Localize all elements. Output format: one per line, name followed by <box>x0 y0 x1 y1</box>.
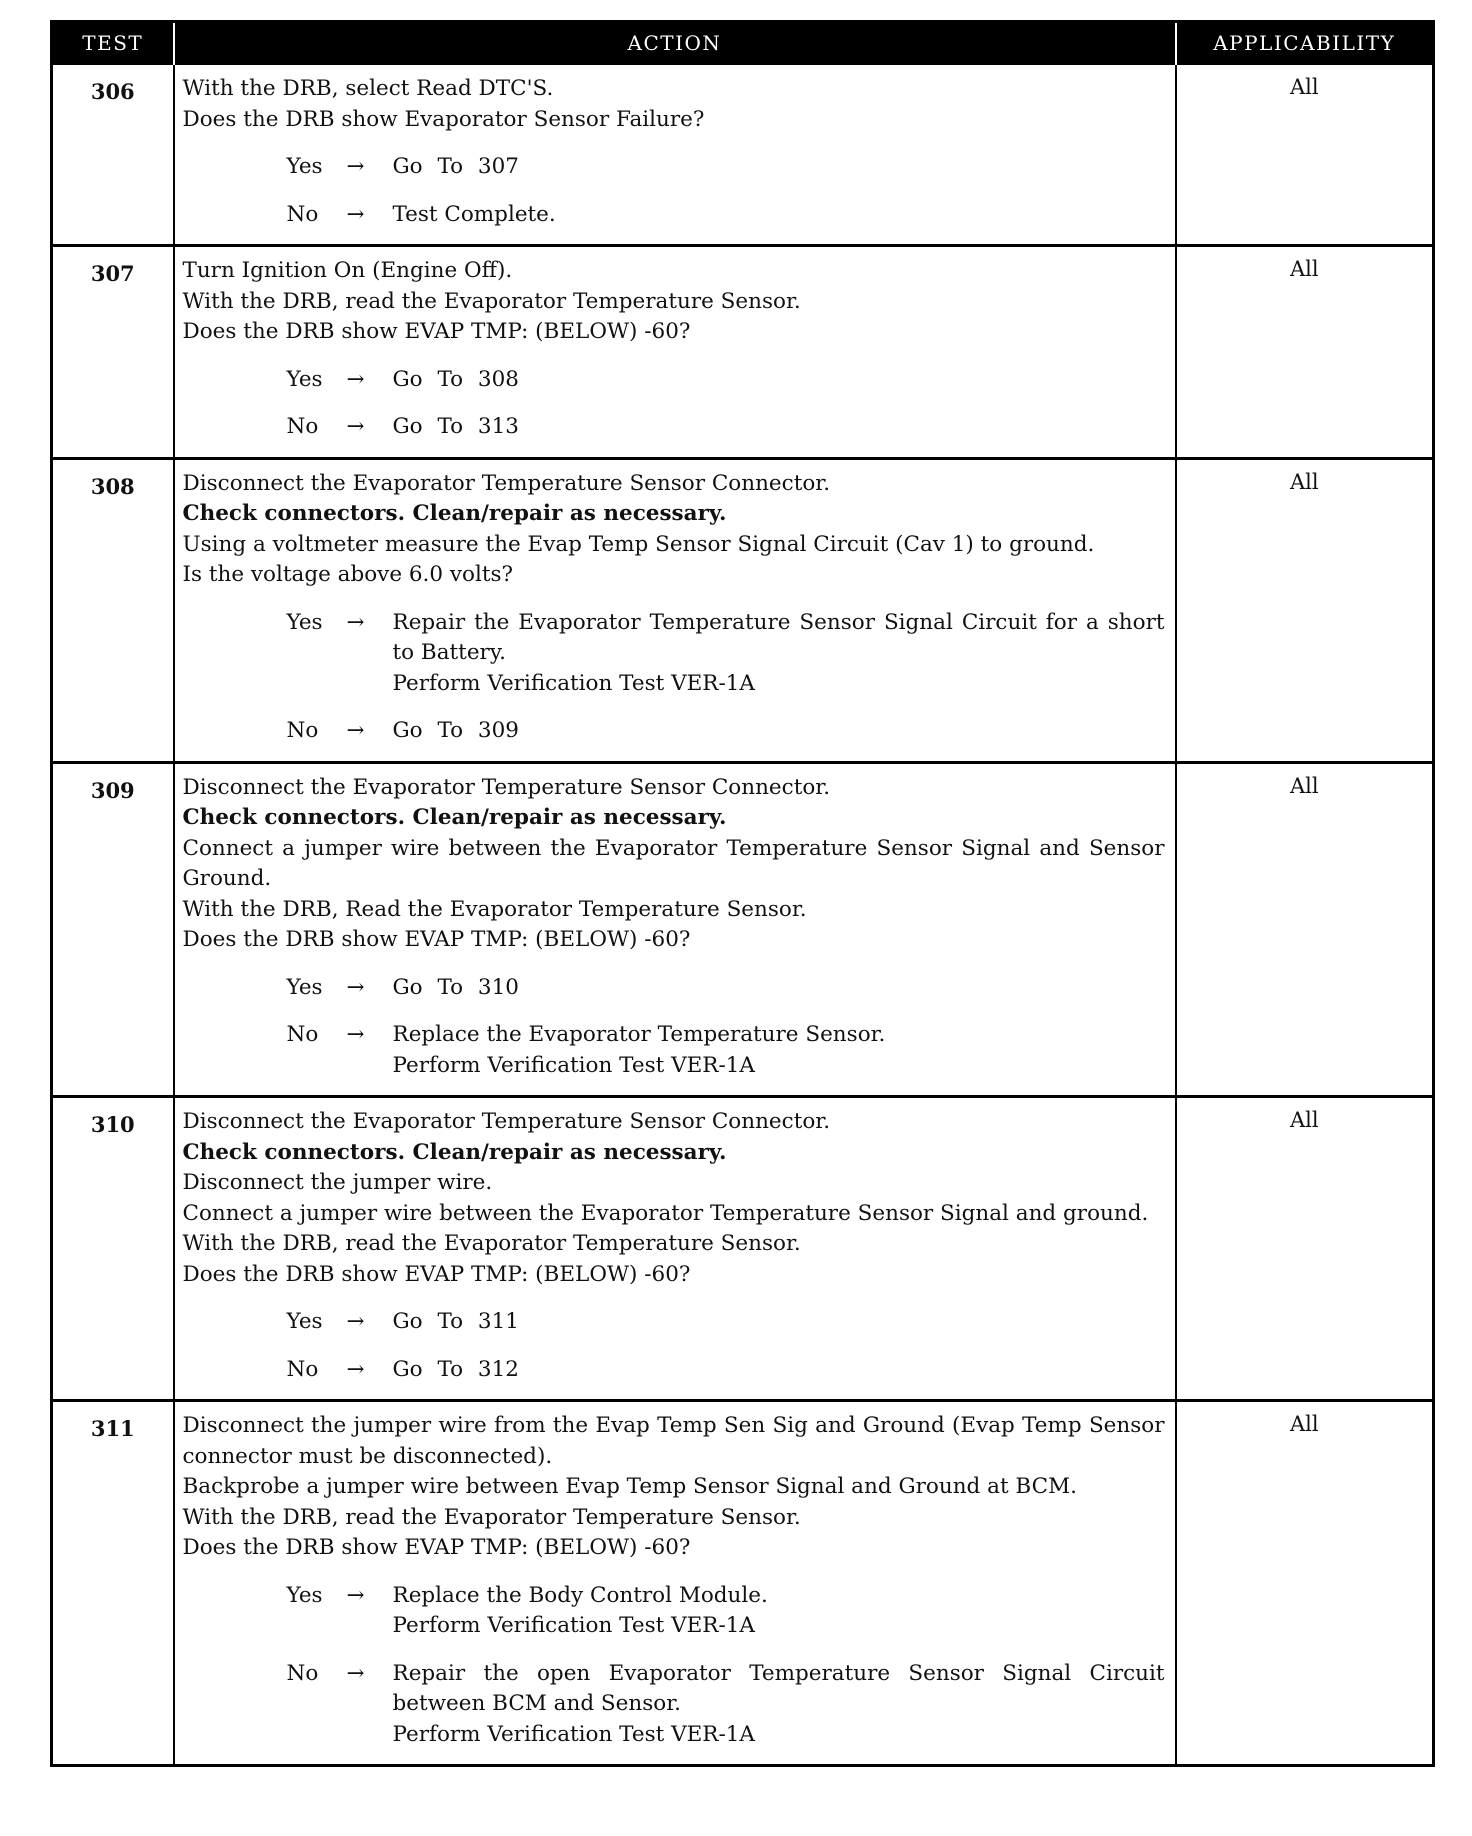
branch-result-line: Go To 311 <box>392 1309 519 1334</box>
branch-yes <box>183 152 1165 183</box>
branch-result-line: Perform Verification Test VER-1A <box>392 1721 755 1747</box>
test-number: 306 <box>52 64 174 246</box>
table-row <box>52 64 1434 246</box>
arrow-right-icon: → <box>346 1582 365 1608</box>
branch-result <box>393 412 1165 443</box>
branch-no <box>183 1355 1165 1386</box>
action-instruction: Connect a jumper wire between the Evaporator Temperature Sensor Signal and Sensor Ground. <box>182 835 1165 891</box>
action-instruction: Disconnect the Evaporator Temperature Sensor Connector. <box>182 774 831 800</box>
arrow-right-icon: → <box>346 414 365 439</box>
action-cell <box>174 246 1176 459</box>
branch-label: No <box>286 414 319 439</box>
branch-result <box>393 1020 1165 1081</box>
branch-result-line: Test Complete. <box>392 201 556 227</box>
action-cell <box>174 64 1176 246</box>
table-row <box>52 762 1434 1097</box>
branch-yes <box>183 365 1165 396</box>
branch-label: Yes <box>286 366 323 392</box>
action-cell <box>174 762 1176 1097</box>
table-row <box>52 458 1434 762</box>
action-instruction-bold: Check connectors. Clean/repair as necessary. <box>182 501 727 526</box>
action-instruction: Does the DRB show Evaporator Sensor Failure? <box>182 106 705 132</box>
applicability-value: All <box>1176 1097 1434 1401</box>
test-number: 310 <box>52 1097 174 1401</box>
action-instruction: Disconnect the Evaporator Temperature Sensor Connector. <box>182 470 831 496</box>
branch-result <box>393 608 1165 700</box>
action-instruction-bold: Check connectors. Clean/repair as necessary. <box>182 805 727 830</box>
table-header <box>52 22 1434 65</box>
branch-label: Yes <box>286 1309 323 1334</box>
branch-no <box>183 412 1165 443</box>
action-instruction: With the DRB, read the Evaporator Temperature Sensor. <box>182 1231 801 1256</box>
table-body <box>52 64 1434 1766</box>
branch-result-line: Perform Verification Test VER-1A <box>392 670 755 696</box>
action-instruction: Disconnect the jumper wire from the Evap Temp Sen Sig and Ground (Evap Temp Sensor connector must be disconnected). <box>182 1413 1165 1469</box>
arrow-right-icon: → <box>346 1309 365 1334</box>
branch-no <box>183 1020 1165 1081</box>
action-instruction: Is the voltage above 6.0 volts? <box>182 562 514 587</box>
branch-no <box>183 1659 1165 1751</box>
branch-label: Yes <box>286 1582 323 1608</box>
arrow-right-icon: → <box>346 609 365 635</box>
header-row <box>52 22 1434 65</box>
action-instruction: Disconnect the Evaporator Temperature Sensor Connector. <box>182 1109 831 1134</box>
branch-no <box>183 716 1165 747</box>
applicability-value: All <box>1176 458 1434 762</box>
applicability-value: All <box>1176 246 1434 459</box>
action-instruction: Does the DRB show EVAP TMP: (BELOW) -60? <box>182 1261 691 1287</box>
action-instruction: With the DRB, read the Evaporator Temperature Sensor. <box>182 288 801 314</box>
table-row <box>52 1401 1434 1766</box>
action-instruction-bold: Check connectors. Clean/repair as necessary. <box>182 1139 727 1165</box>
branch-label: No <box>286 718 319 743</box>
action-instruction: Disconnect the jumper wire. <box>182 1170 493 1195</box>
action-instruction: Does the DRB show EVAP TMP: (BELOW) -60? <box>182 1535 691 1560</box>
table-row <box>52 246 1434 459</box>
header-action: ACTION <box>174 22 1176 65</box>
branch-result <box>393 200 1165 231</box>
test-number: 308 <box>52 458 174 762</box>
branch-result <box>393 1355 1165 1386</box>
table-row <box>52 1097 1434 1401</box>
arrow-right-icon: → <box>346 1356 365 1382</box>
branch-result-line: Go To 313 <box>392 414 519 439</box>
branch-label: No <box>286 1660 319 1686</box>
branch-no <box>183 200 1165 231</box>
branch-yes <box>183 1581 1165 1642</box>
branch-result-line: Repair the Evaporator Temperature Sensor Signal Circuit for a short to Battery. <box>392 609 1165 665</box>
branch-label: Yes <box>286 609 323 635</box>
arrow-right-icon: → <box>346 974 365 1000</box>
branch-label: No <box>286 201 319 227</box>
applicability-value: All <box>1176 1401 1434 1766</box>
arrow-right-icon: → <box>346 1022 365 1047</box>
action-instruction: Using a voltmeter measure the Evap Temp Sensor Signal Circuit (Cav 1) to ground. <box>182 531 1095 557</box>
test-number: 309 <box>52 762 174 1097</box>
branch-result-line: Repair the open Evaporator Temperature Sensor Signal Circuit between BCM and Sensor. <box>392 1660 1165 1716</box>
branch-yes <box>183 608 1165 700</box>
header-test: TEST <box>52 22 174 65</box>
test-number: 311 <box>52 1401 174 1766</box>
arrow-right-icon: → <box>346 201 365 227</box>
branch-result <box>393 152 1165 183</box>
branch-label: No <box>286 1022 319 1047</box>
action-cell <box>174 458 1176 762</box>
action-cell <box>174 1401 1176 1766</box>
branch-result-line: Perform Verification Test VER-1A <box>392 1052 755 1078</box>
branch-result <box>393 1659 1165 1751</box>
diagnostic-test-table <box>50 20 1435 1767</box>
branch-result <box>393 1581 1165 1642</box>
branch-result-line: Go To 307 <box>392 154 519 179</box>
branch-label: Yes <box>286 154 323 179</box>
arrow-right-icon: → <box>346 718 365 743</box>
branch-result <box>393 716 1165 747</box>
action-instruction: With the DRB, Read the Evaporator Temperature Sensor. <box>182 896 807 922</box>
branch-result-line: Go To 308 <box>392 366 519 392</box>
branch-result-line: Go To 309 <box>392 718 519 743</box>
arrow-right-icon: → <box>346 154 365 179</box>
test-number: 307 <box>52 246 174 459</box>
action-instruction: Turn Ignition On (Engine Off). <box>182 258 513 283</box>
action-instruction: With the DRB, read the Evaporator Temperature Sensor. <box>182 1504 801 1530</box>
branch-result-line: Perform Verification Test VER-1A <box>392 1613 755 1638</box>
applicability-value: All <box>1176 64 1434 246</box>
branch-result <box>393 1307 1165 1338</box>
arrow-right-icon: → <box>346 366 365 392</box>
action-instruction: Does the DRB show EVAP TMP: (BELOW) -60? <box>182 319 691 344</box>
action-instruction: Connect a jumper wire between the Evaporator Temperature Sensor Signal and ground. <box>182 1200 1149 1226</box>
branch-result-line: Go To 312 <box>392 1356 519 1382</box>
branch-label: Yes <box>286 974 323 1000</box>
branch-result-line: Replace the Evaporator Temperature Sensor. <box>392 1022 886 1047</box>
branch-result <box>393 973 1165 1004</box>
action-cell <box>174 1097 1176 1401</box>
action-instruction: Backprobe a jumper wire between Evap Temp Sensor Signal and Ground at BCM. <box>182 1474 1077 1499</box>
branch-result-line: Replace the Body Control Module. <box>392 1582 768 1608</box>
branch-result-line: Go To 310 <box>392 974 519 1000</box>
arrow-right-icon: → <box>346 1660 365 1686</box>
branch-label: No <box>286 1356 319 1382</box>
action-instruction: With the DRB, select Read DTC'S. <box>182 76 554 101</box>
branch-result <box>393 365 1165 396</box>
applicability-value: All <box>1176 762 1434 1097</box>
branch-yes <box>183 1307 1165 1338</box>
action-instruction: Does the DRB show EVAP TMP: (BELOW) -60? <box>182 927 691 952</box>
branch-yes <box>183 973 1165 1004</box>
header-applicability: APPLICABILITY <box>1176 22 1434 65</box>
